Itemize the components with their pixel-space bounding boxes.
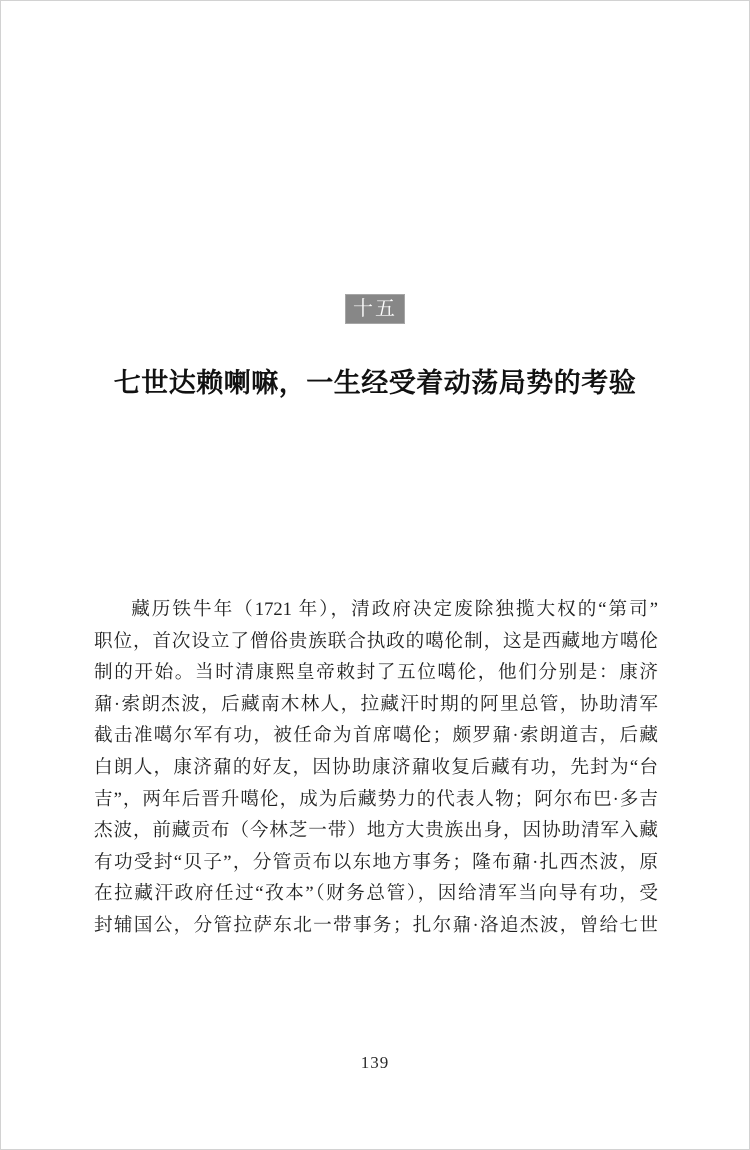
paragraph-line: 在拉藏汗政府任过“孜本”（财务总管），因给清军当向导有功，受 [94, 883, 658, 905]
paragraph-line: 封辅国公，分管拉萨东北一带事务；扎尔鼐·洛追杰波，曾给七世 [94, 914, 658, 936]
paragraph-line: 截击准噶尔军有功，被任命为首席噶伦；颇罗鼐·索朗道吉，后藏 [94, 725, 658, 747]
paragraph-line: 吉”，两年后晋升噶伦，成为后藏势力的代表人物；阿尔布巴·多吉 [94, 788, 658, 810]
paragraph-line: 杰波，前藏贡布（今林芝一带）地方大贵族出身，因协助清军入藏 [94, 820, 658, 842]
paragraph-line: 有功受封“贝子”，分管贡布以东地方事务；隆布鼐·扎西杰波，原 [94, 851, 658, 873]
paragraph-line: 藏历铁牛年（1721 年），清政府决定废除独揽大权的“第司” [131, 599, 658, 620]
body-paragraph [94, 594, 658, 942]
paragraph-line: 制的开始。当时清康熙皇帝敕封了五位噶伦，他们分别是：康济 [94, 662, 658, 684]
page-number: 139 [360, 1053, 390, 1072]
chapter-title: 七世达赖喇嘛，一生经受着动荡局势的考验 [113, 368, 637, 399]
chapter-number-badge: 十五 [345, 294, 405, 324]
paragraph-line: 鼐·索朗杰波，后藏南木林人，拉藏汗时期的阿里总管，协助清军 [94, 693, 658, 715]
paragraph-line: 职位，首次设立了僧俗贵族联合执政的噶伦制，这是西藏地方噶伦 [94, 630, 658, 652]
paragraph-line: 白朗人，康济鼐的好友，因协助康济鼐收复后藏有功，先封为“台 [94, 756, 658, 778]
